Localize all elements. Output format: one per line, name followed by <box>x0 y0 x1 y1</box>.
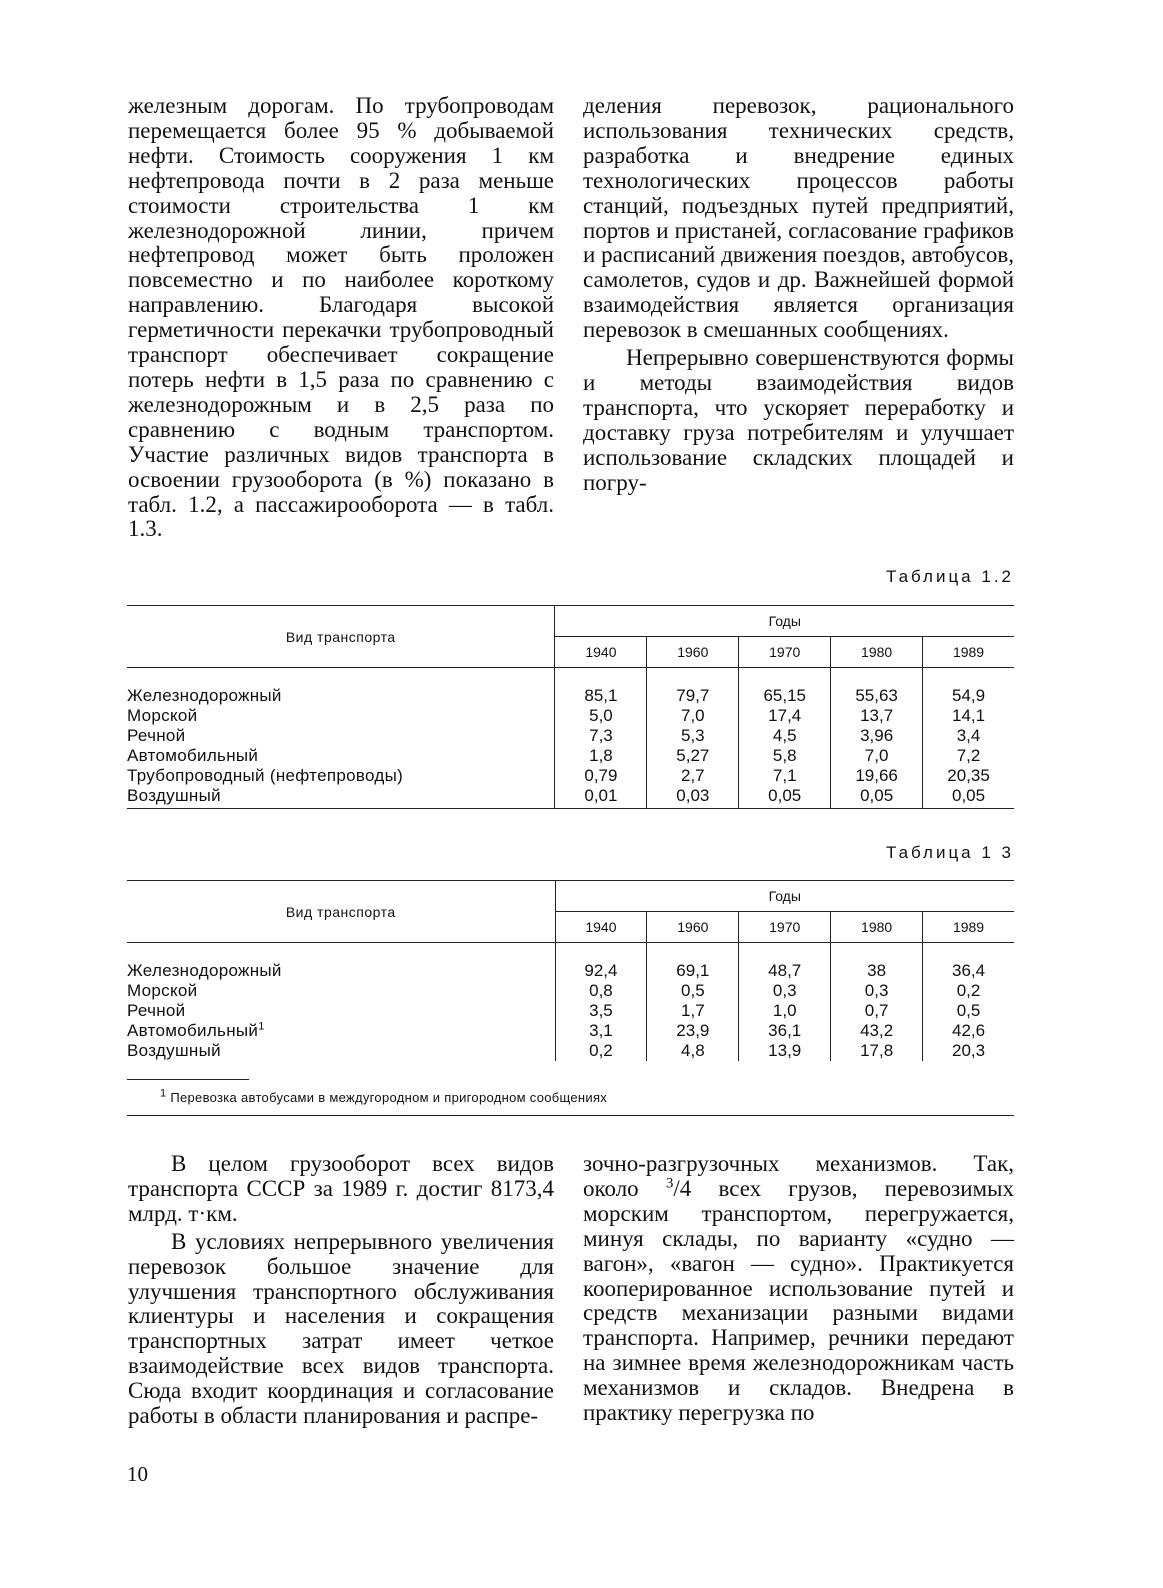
column-header-transport: Вид транспорта <box>127 881 555 943</box>
table-row <box>127 746 1014 766</box>
cell: 0,3 <box>831 981 923 1001</box>
cell: 17,4 <box>739 706 831 726</box>
row-label: Морской <box>127 706 198 725</box>
cell: 13,9 <box>739 1041 831 1061</box>
year-header: 1989 <box>923 912 1014 943</box>
cell: 5,3 <box>647 726 739 746</box>
year-header: 1970 <box>739 912 831 943</box>
cell: 3,1 <box>555 1021 647 1041</box>
year-header: 1989 <box>923 637 1014 668</box>
cell: 23,9 <box>647 1021 739 1041</box>
cell: 65,15 <box>739 686 831 706</box>
text-column-bottom-left <box>128 1152 554 1429</box>
table-2-caption: Таблица 1.2 <box>885 567 1014 586</box>
cell: 55,63 <box>831 686 923 706</box>
cell: 43,2 <box>831 1021 923 1041</box>
fraction-numerator: 3 <box>665 1175 674 1192</box>
table-row <box>127 786 1014 809</box>
paragraph: железным дорогам. По трубопроводам перемещается более 95 % добываемой нефти. Стоимость сооружения 1 км нефтепровода почти в 2 раза меньше стоимости строительства 1 км железнодорожной линии, причем нефтепровод может быть проложен повсеместно и по наиболее короткому направлению. Благодаря высокой герметичности перекачки трубопроводный транспорт обеспечивает сокращение потерь нефти в 1,5 раза по сравнению с железнодорожным и в 2,5 раза по сравнению с водным транспортом. Участие различных видов транспорта в освоении грузооборота (в %) показано в табл. 1.2, а пассажирооборота — в табл. 1.3. <box>128 93 554 542</box>
footnote <box>160 1087 608 1105</box>
footnote-mark: 1 <box>258 1020 265 1033</box>
cell: 0,79 <box>555 766 647 786</box>
table-row <box>127 726 1014 746</box>
year-header: 1960 <box>647 912 739 943</box>
column-header-years: Годы <box>555 606 1014 637</box>
table-2 <box>127 605 1014 809</box>
cell: 42,6 <box>923 1021 1014 1041</box>
cell: 7,0 <box>647 706 739 726</box>
cell: 17,8 <box>831 1041 923 1061</box>
text-column-top-left <box>128 94 554 542</box>
cell: 2,7 <box>647 766 739 786</box>
table-3-caption: Таблица 1 3 <box>885 843 1014 862</box>
column-header-transport: Вид транспорта <box>127 606 555 668</box>
cell: 4,8 <box>647 1041 739 1061</box>
cell: 20,35 <box>923 766 1014 786</box>
cell: 0,05 <box>923 786 1014 809</box>
cell: 38 <box>831 961 923 981</box>
cell: 69,1 <box>647 961 739 981</box>
cell: 0,01 <box>555 786 647 809</box>
row-label: Речной <box>127 1001 186 1020</box>
table-row <box>127 981 1014 1001</box>
table-row <box>127 1001 1014 1021</box>
cell: 79,7 <box>647 686 739 706</box>
paragraph: В условиях непрерывного увеличения перевозок большое значение для улучшения транспортного обслуживания клиентуры и населения и сокращения транспортных затрат имеет четкое взаимодействие всех видов транспорта. Сюда входит координация и согласование работы в области планирования и распре- <box>128 1228 554 1429</box>
year-header: 1970 <box>739 637 831 668</box>
cell: 14,1 <box>923 706 1014 726</box>
row-label: Воздушный <box>127 786 555 809</box>
text-column-top-right <box>583 94 1014 496</box>
year-header: 1940 <box>555 912 647 943</box>
table-3 <box>127 880 1014 1061</box>
row-label: Железнодорожный <box>127 686 282 705</box>
cell: 0,8 <box>555 981 647 1001</box>
cell: 85,1 <box>555 686 647 706</box>
cell: 4,5 <box>739 726 831 746</box>
cell: 7,0 <box>831 746 923 766</box>
cell: 0,7 <box>831 1001 923 1021</box>
cell: 5,0 <box>555 706 647 726</box>
footnote-bottom-rule <box>127 1115 1014 1116</box>
paragraph: В целом грузооборот всех видов транспорта СССР за 1989 г. достиг 8173,4 млрд. т·км. <box>128 1151 554 1226</box>
paragraph-text: всех грузов, перевозимых морским транспортом, перегружается, минуя склады, по варианту «судно — вагон», «вагон — судно». Практикуется кооперированное использование путей и средств механизации разными видами транспорта. Например, речники передают на зимнее время железнодорожникам часть механизмов и складов. Внедрена в практику перегрузка по <box>583 1175 1015 1426</box>
cell: 1,8 <box>555 746 647 766</box>
footnote-mark: 1 <box>160 1087 167 1100</box>
cell: 0,05 <box>739 786 831 809</box>
year-header: 1940 <box>555 637 647 668</box>
cell: 0,05 <box>831 786 923 809</box>
row-label: Автомобильный <box>127 746 259 765</box>
cell: 0,5 <box>923 1001 1014 1021</box>
row-label: Морской <box>127 981 198 1000</box>
cell: 0,03 <box>647 786 739 809</box>
cell: 1,7 <box>647 1001 739 1021</box>
cell: 1,0 <box>739 1001 831 1021</box>
cell: 19,66 <box>831 766 923 786</box>
page-number: 10 <box>127 1462 148 1486</box>
row-label: Воздушный <box>127 1041 221 1060</box>
cell: 36,1 <box>739 1021 831 1041</box>
table-row <box>127 1021 1014 1041</box>
year-header: 1960 <box>647 637 739 668</box>
cell: 3,5 <box>555 1001 647 1021</box>
fraction-denominator: /4 <box>673 1175 692 1201</box>
cell: 13,7 <box>831 706 923 726</box>
cell: 20,3 <box>923 1041 1014 1061</box>
cell: 7,3 <box>555 726 647 746</box>
year-header: 1980 <box>831 912 923 943</box>
year-header: 1980 <box>831 637 923 668</box>
table-row <box>127 706 1014 726</box>
table-row <box>127 1041 1014 1061</box>
text-column-bottom-right <box>583 1152 1014 1426</box>
row-label: Трубопроводный (нефтепроводы) <box>127 766 404 785</box>
paragraph-text: зочно-разгрузочных механизмов. Так, около <box>583 1151 1014 1201</box>
cell: 0,2 <box>555 1041 647 1061</box>
cell: 48,7 <box>739 961 831 981</box>
column-header-years: Годы <box>555 881 1014 912</box>
cell: 0,5 <box>647 981 739 1001</box>
cell: 3,96 <box>831 726 923 746</box>
row-label: Железнодорожный <box>127 961 282 980</box>
cell: 5,8 <box>739 746 831 766</box>
cell: 5,27 <box>647 746 739 766</box>
cell: 92,4 <box>555 961 647 981</box>
table-row <box>127 961 1014 981</box>
cell: 7,2 <box>923 746 1014 766</box>
cell: 0,2 <box>923 981 1014 1001</box>
paragraph: Непрерывно совершенствуются формы и методы взаимодействия видов транспорта, что ускоряет переработку и доставку груза потребителям и улучшает использование складских площадей и погру- <box>583 345 1014 495</box>
table-row <box>127 766 1014 786</box>
footnote-rule <box>127 1079 249 1080</box>
row-label-text: Автомобильный <box>127 1021 259 1040</box>
cell: 7,1 <box>739 766 831 786</box>
paragraph: деления перевозок, рационального использования технических средств, разработка и внедрение единых технологических процессов работы станций, подъездных путей предприятий, портов и пристаней, согласование графиков и расписаний движения поездов, автобусов, самолетов, судов и др. Важнейшей формой взаимодействия является организация перевозок в смешанных сообщениях. <box>583 93 1014 343</box>
paragraph <box>583 1152 1014 1426</box>
cell: 36,4 <box>923 961 1014 981</box>
row-label: Речной <box>127 726 186 745</box>
row-label <box>127 1021 555 1041</box>
cell: 0,3 <box>739 981 831 1001</box>
cell: 3,4 <box>923 726 1014 746</box>
footnote-text: Перевозка автобусами в междугородном и пригородном сообщениях <box>170 1090 608 1105</box>
cell: 54,9 <box>923 686 1014 706</box>
table-row <box>127 686 1014 706</box>
